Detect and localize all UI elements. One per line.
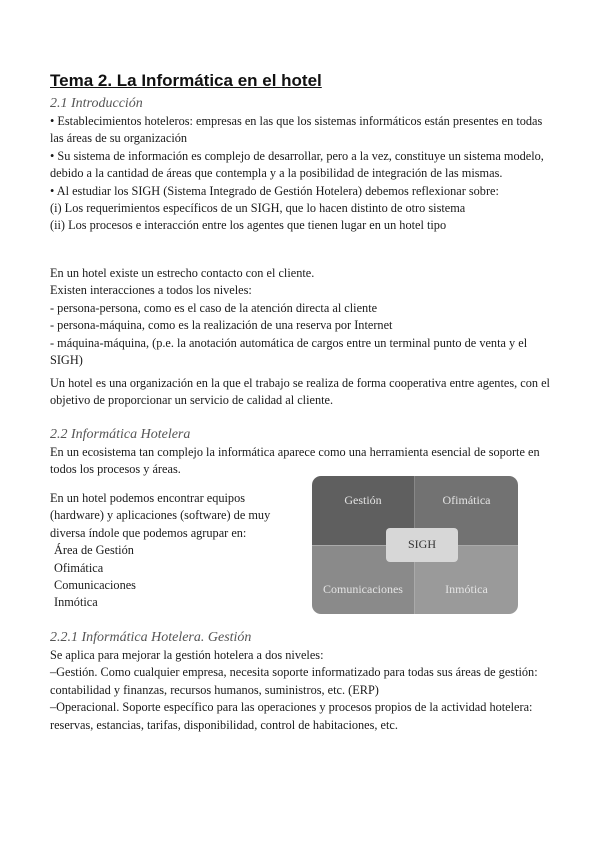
diagram-inmotica: Inmótica: [415, 545, 518, 614]
section-heading-2-2-1: 2.2.1 Informática Hotelera. Gestión: [50, 630, 252, 645]
paragraph: Se aplica para mejorar la gestión hotelera a dos niveles:: [50, 648, 324, 662]
paragraph: –Gestión. Como cualquier empresa, necesita soporte informatizado para todas sus áreas de gestión: contabilidad y finanzas, recursos humanos, suministros, etc. (ERP): [50, 665, 538, 697]
area-item: Inmótica: [54, 595, 98, 610]
diagram-comunicaciones: Comunicaciones: [312, 545, 415, 614]
areas-block: [50, 490, 300, 612]
diagram-ofimatica: Ofimática: [415, 476, 518, 545]
paragraph: Existen interacciones a todos los niveles:: [50, 283, 252, 298]
paragraph: - persona-persona, como es el caso de la atención directa al cliente: [50, 300, 378, 315]
paragraph: En un hotel podemos encontrar equipos (hardware) y aplicaciones (software) de muy diversa índole que podemos agrupar en:: [50, 491, 271, 540]
paragraph: - persona-máquina, como es la realización de una reserva por Internet: [50, 318, 393, 333]
diagram-sigh-center: SIGH: [386, 528, 458, 562]
paragraph: En un hotel existe un estrecho contacto con el cliente.: [50, 266, 315, 280]
paragraph: En un ecosistema tan complejo la informática aparece como una herramienta esencial de soporte en todos los procesos y áreas.: [50, 445, 540, 477]
paragraph: • Al estudiar los SIGH (Sistema Integrado de Gestión Hotelera) debemos reflexionar sobre:: [50, 183, 499, 198]
area-item: Área de Gestión: [54, 543, 134, 558]
page-title: Tema 2. La Informática en el hotel: [50, 71, 322, 90]
diagram-gestion: Gestión: [312, 476, 415, 545]
paragraph: (ii) Los procesos e interacción entre los agentes que tienen lugar en un hotel tipo: [50, 218, 447, 233]
intro-block: [50, 113, 555, 235]
gestion-block: [50, 647, 555, 734]
section-heading-2-1: 2.1 Introducción: [50, 96, 143, 111]
paragraph: • Su sistema de información es complejo de desarrollar, pero a la vez, constituye un sistema modelo, debido a la cantidad de áreas que contempla y a la posibilidad de integración de las mismas.: [50, 148, 544, 181]
paragraph: - máquina-máquina, (p.e. la anotación automática de cargos entre un terminal punto de venta y el SIGH): [50, 335, 528, 368]
paragraph: –Operacional. Soporte específico para las operaciones y procesos propios de la actividad hotelera: reservas, estancias, tarifas, disponibilidad, control de habitaciones, etc.: [50, 700, 533, 732]
paragraph: (i) Los requerimientos específicos de un SIGH, que lo hacen distinto de otro sistema: [50, 201, 466, 216]
paragraph: • Establecimientos hoteleros: empresas en las que los sistemas informáticos están presentes en todas las áreas de su organización: [50, 114, 543, 146]
interactions-block: [50, 265, 555, 369]
paragraph: Un hotel es una organización en la que el trabajo se realiza de forma cooperativa entre agentes, con el objetivo de proporcionar un servicio de calidad al cliente.: [50, 376, 550, 408]
section-heading-2-2: 2.2 Informática Hotelera: [50, 427, 191, 442]
area-item: Comunicaciones: [54, 578, 136, 593]
area-item: Ofimática: [54, 560, 104, 575]
